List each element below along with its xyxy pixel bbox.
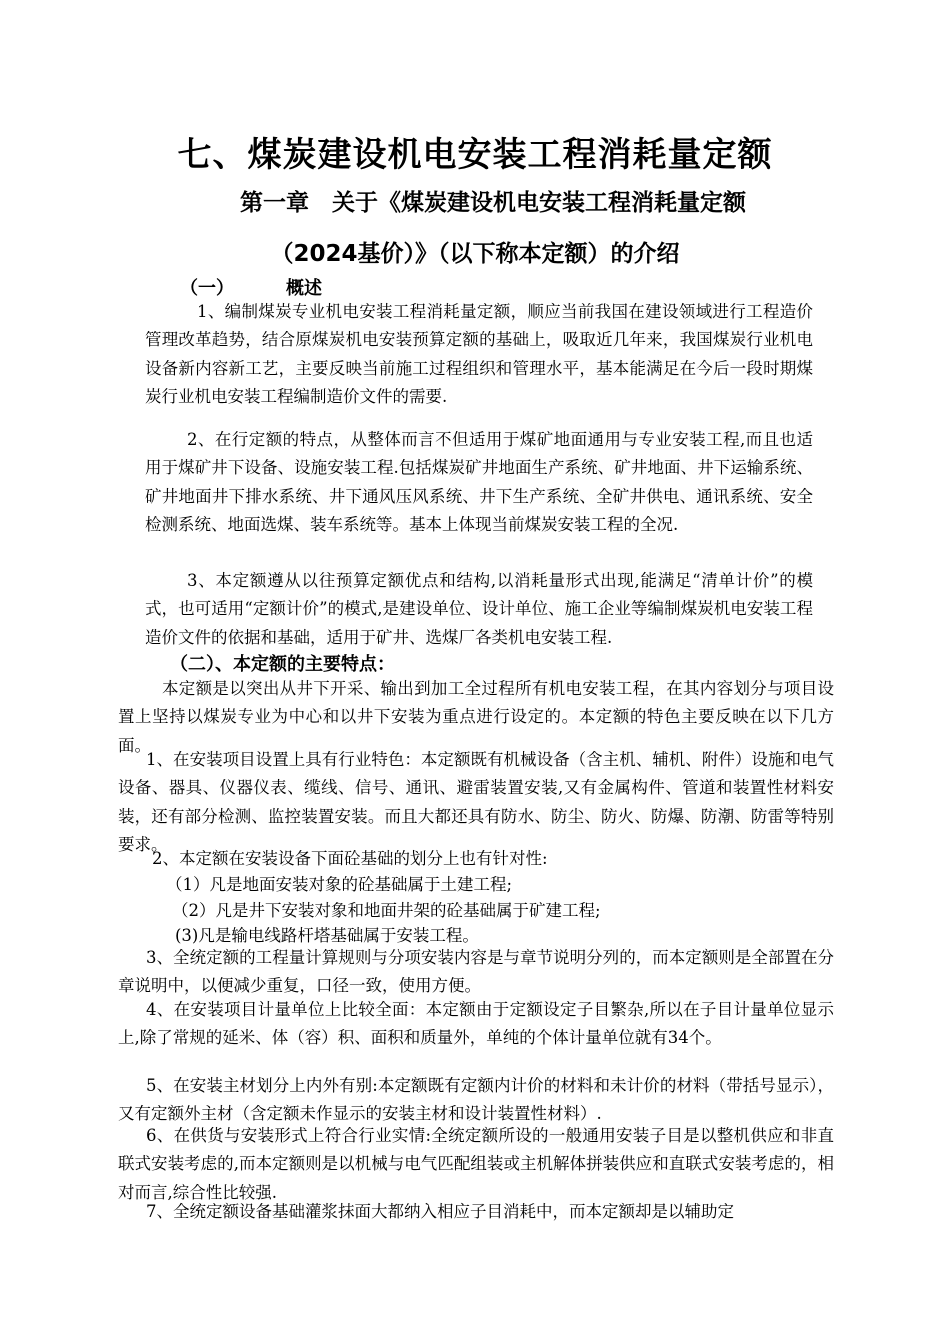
paragraph-2-intro: 本定额是以突出从井下开采、输出到加工全过程所有机电安装工程，在其内容划分与项目设置上坚持以煤炭专业为中心和以井下安装为重点进行设定的。本定额的特色主要反映在以下几方面。 bbox=[118, 679, 834, 755]
paragraph-1-3: 3、本定额遵从以往预算定额优点和结构,以消耗量形式出现,能满足“清单计价”的模式，也可适用“定额计价”的模式,是建设单位、设计单位、施工企业等编制煤炭机电安装工程造价文件的依据和基础，适用于矿井、选煤厂各类机电安装工程. bbox=[145, 571, 813, 647]
paragraph-1-2: 2、在行定额的特点，从整体而言不但适用于煤矿地面通用与专业安装工程,而且也适用于煤矿井下设备、设施安装工程.包括煤炭矿井地面生产系统、矿井地面、井下运输系统、矿井地面井下排水系统、井下通风压风系统、井下生产系统、全矿井供电、通讯系统、安全检测系统、地面选煤、装车系统等。基本上体现当前煤炭安装工程的全况. bbox=[145, 430, 813, 535]
chapter-heading-line2: （2024基价）》（以下称本定额）的介绍 bbox=[270, 241, 680, 267]
paragraph-2-item3: 3、全统定额的工程量计算规则与分项安装内容是与章节说明分列的，而本定额则是全部置在分章说明中，以便减少重复，口径一致，使用方便。 bbox=[118, 948, 834, 996]
sub-item-2: （2）凡是井下安装对象和地面井架的砼基础属于矿建工程; bbox=[172, 901, 601, 920]
paragraph-2-item5: 5、在安装主材划分上内外有别:本定额既有定额内计价的材料和未计价的材料（带括号显示），又有定额外主材（含定额未作显示的安装主材和设计装置性材料）. bbox=[118, 1076, 834, 1124]
paragraph-2-item1: 1、在安装项目设置上具有行业特色：本定额既有机械设备（含主机、辅机、附件）设施和电气设备、器具、仪器仪表、缆线、信号、通讯、避雷装置安装,又有金属构件、管道和装置性材料安装，还有部分检测、监控装置安装。而且大都还具有防水、防尘、防火、防爆、防潮、防雷等特别要求。 bbox=[118, 750, 834, 855]
paragraph-1-1: 1、编制煤炭专业机电安装工程消耗量定额，顺应当前我国在建设领域进行工程造价管理改革趋势，结合原煤炭机电安装预算定额的基础上，吸取近几年来，我国煤炭行业机电设备新内容新工艺，主要反映当前施工过程组织和管理水平，基本能满足在今后一段时期煤炭行业机电安装工程编制造价文件的需要. bbox=[145, 302, 813, 407]
document-title: 七、煤炭建设机电安装工程消耗量定额 bbox=[177, 135, 773, 175]
paragraph-2-item4: 4、在安装项目计量单位上比较全面：本定额由于定额设定子目繁杂,所以在子目计量单位显示上,除了常规的延米、体（容）积、面积和质量外，单纯的个体计量单位就有34个。 bbox=[118, 1000, 834, 1048]
chapter-heading-line1: 第一章 关于《煤炭建设机电安装工程消耗量定额 bbox=[240, 190, 746, 216]
section1-heading-number: （一） bbox=[180, 278, 234, 299]
sub-item-3: (3)凡是输电线路杆塔基础属于安装工程。 bbox=[175, 926, 479, 945]
section2-heading: （二）、本定额的主要特点： bbox=[170, 654, 395, 675]
section1-heading-text: 概述 bbox=[286, 278, 322, 299]
paragraph-2-item6: 6、在供货与安装形式上符合行业实情:全统定额所设的一般通用安装子目是以整机供应和非直联式安装考虑的,而本定额则是以机械与电气匹配组装或主机解体拼装供应和直联式安装考虑的，相对而言,综合性比较强. bbox=[118, 1126, 834, 1202]
paragraph-2-item2: 2、本定额在安装设备下面砼基础的划分上也有针对性: bbox=[152, 849, 548, 868]
paragraph-2-item7: 7、全统定额设备基础灌浆抹面大都纳入相应子目消耗中，而本定额却是以辅助定 bbox=[146, 1202, 734, 1221]
sub-item-1: （1）凡是地面安装对象的砼基础属于土建工程; bbox=[166, 875, 513, 894]
